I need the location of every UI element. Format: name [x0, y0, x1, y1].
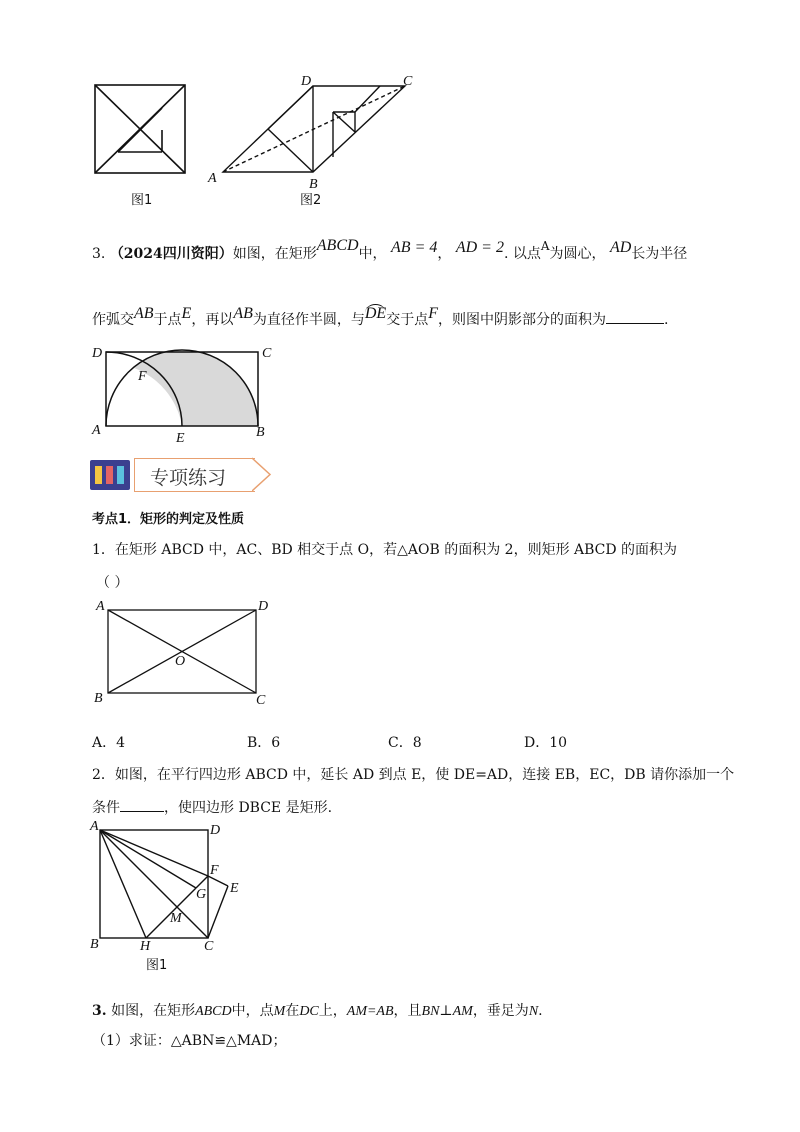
fig-q2-label-g: G: [196, 887, 207, 902]
fig1-caption: 图1: [131, 193, 153, 208]
q3-e: E: [181, 305, 192, 322]
fig3-label-b: B: [256, 425, 265, 440]
q3-text-5: 长为半径: [631, 246, 688, 262]
fig2-label-d: D: [301, 74, 312, 89]
q2-fig-caption: 图1: [146, 958, 168, 973]
fig3-label-c: C: [262, 346, 272, 361]
q3-text-2: 中，: [358, 246, 387, 262]
q3-ab-2: AB: [233, 305, 253, 322]
fig-q2-label-a: A: [90, 819, 99, 834]
q2-line2-b: ，使四边形 DBCE 是矩形.: [164, 800, 333, 816]
fig-q1-label-d: D: [258, 599, 269, 614]
q3-point-a: A: [540, 239, 550, 253]
q1-option-a[interactable]: A．4: [92, 735, 126, 751]
q3b-bn-am: BN⊥AM: [421, 1004, 473, 1019]
fig-q1-label-a: A: [96, 599, 105, 614]
banner-title: 专项练习: [150, 467, 227, 489]
q3-line1: [92, 1001, 543, 1022]
figure-2-top: [205, 72, 425, 192]
q3-l2-text-1: 作弧交: [92, 312, 134, 328]
q3-source: （2024四川资阳）: [109, 246, 233, 262]
banner-icon: [90, 460, 130, 490]
q3b-text-2: 中，点: [231, 1003, 274, 1019]
q3-answer-blank[interactable]: [606, 309, 664, 324]
q3-sub1: （1）求证：△ABN≌△MAD；: [92, 1033, 287, 1049]
fig2-caption: 图2: [300, 193, 322, 208]
q2-answer-blank[interactable]: [120, 797, 164, 812]
banner-arrow: [252, 457, 274, 492]
q2-line2-a: 条件: [92, 800, 120, 816]
q3-ad: AD: [609, 239, 632, 256]
q3-abcd: ABCD: [316, 237, 359, 254]
figure-1-top: [90, 80, 190, 180]
q3-text-4: 为圆心，: [549, 246, 606, 262]
fig-q1-label-o: O: [175, 654, 186, 669]
fig-q2-label-e: E: [230, 881, 239, 896]
figure-q1: [90, 598, 275, 708]
q3b-text-3: 在: [285, 1003, 300, 1019]
q3-comma: ，: [437, 246, 452, 262]
q3-top-line1: [92, 237, 688, 264]
q3-text-1: 如图，在矩形: [232, 246, 317, 262]
figure-q3: [88, 340, 278, 448]
fig3-label-a: A: [92, 423, 101, 438]
q1-option-d[interactable]: D．10: [524, 735, 568, 751]
q1-option-c[interactable]: C．8: [388, 735, 422, 751]
q3b-text-6: ，垂足为: [472, 1003, 529, 1019]
q3-l2-end: .: [663, 312, 669, 328]
fig-q2-label-f: F: [210, 863, 219, 878]
section1-title: 考点1．矩形的判定及性质: [92, 512, 245, 527]
q3b-text-1: 如图，在矩形: [111, 1003, 196, 1019]
q3b-m: M: [273, 1004, 286, 1019]
fig-q1-label-c: C: [256, 693, 266, 708]
q3-text-3: . 以点: [503, 246, 541, 262]
q1-option-b[interactable]: B．6: [247, 735, 281, 751]
q2-line1: 2．如图，在平行四边形 ABCD 中，延长 AD 到点 E，使 DE=AD，连接 EB，EC，DB 请你添加一个: [92, 767, 735, 783]
fig2-label-a: A: [208, 171, 217, 186]
q3-l2-text-2: 于点: [153, 312, 182, 328]
q1-text: 1．在矩形 ABCD 中，AC、BD 相交于点 O，若△AOB 的面积为 2，则矩形 ABCD 的面积为: [92, 542, 678, 558]
q3-number: 3.: [92, 246, 106, 262]
fig3-label-d: D: [92, 346, 103, 361]
q3-l2-text-4: 为直径作半圆，与: [252, 312, 365, 328]
q3b-text-5: ，且: [393, 1003, 422, 1019]
fig-q2-label-d: D: [210, 823, 221, 838]
figure-q2: [88, 818, 248, 970]
q3-ad-eq: AD = 2: [455, 239, 504, 256]
q3-f: F: [428, 305, 438, 322]
q3b-number: 3.: [92, 1003, 107, 1019]
q3b-dc: DC: [299, 1004, 319, 1019]
q3b-am-ab: AM=AB: [346, 1004, 394, 1019]
q2-line2: [92, 797, 332, 818]
q3b-abcd: ABCD: [195, 1004, 232, 1019]
q3-ab-eq: AB = 4: [391, 239, 438, 256]
q3-l2-text-5: 交于点: [386, 312, 429, 328]
fig-q2-label-c: C: [204, 939, 214, 954]
q3b-text-4: 上，: [318, 1003, 347, 1019]
q1-paren: （ ）: [96, 575, 129, 591]
q3-top-line2: [92, 305, 669, 330]
q3b-text-7: .: [538, 1003, 543, 1019]
fig2-label-c: C: [403, 74, 413, 89]
fig-q2-label-b: B: [90, 937, 99, 952]
fig-q2-label-m: M: [170, 911, 182, 926]
fig3-label-e: E: [176, 431, 185, 446]
fig3-label-f: F: [138, 369, 147, 384]
q3-l2-text-3: ，再以: [191, 312, 234, 328]
q3b-n: N: [528, 1004, 539, 1019]
q3-ab-1: AB: [134, 305, 154, 322]
q3-l2-text-6: ，则图中阴影部分的面积为: [437, 312, 606, 328]
fig-q1-label-b: B: [94, 691, 103, 706]
fig2-label-b: B: [309, 177, 318, 192]
fig-q2-label-h: H: [140, 939, 151, 954]
q3-arc-de: DE: [364, 305, 387, 322]
